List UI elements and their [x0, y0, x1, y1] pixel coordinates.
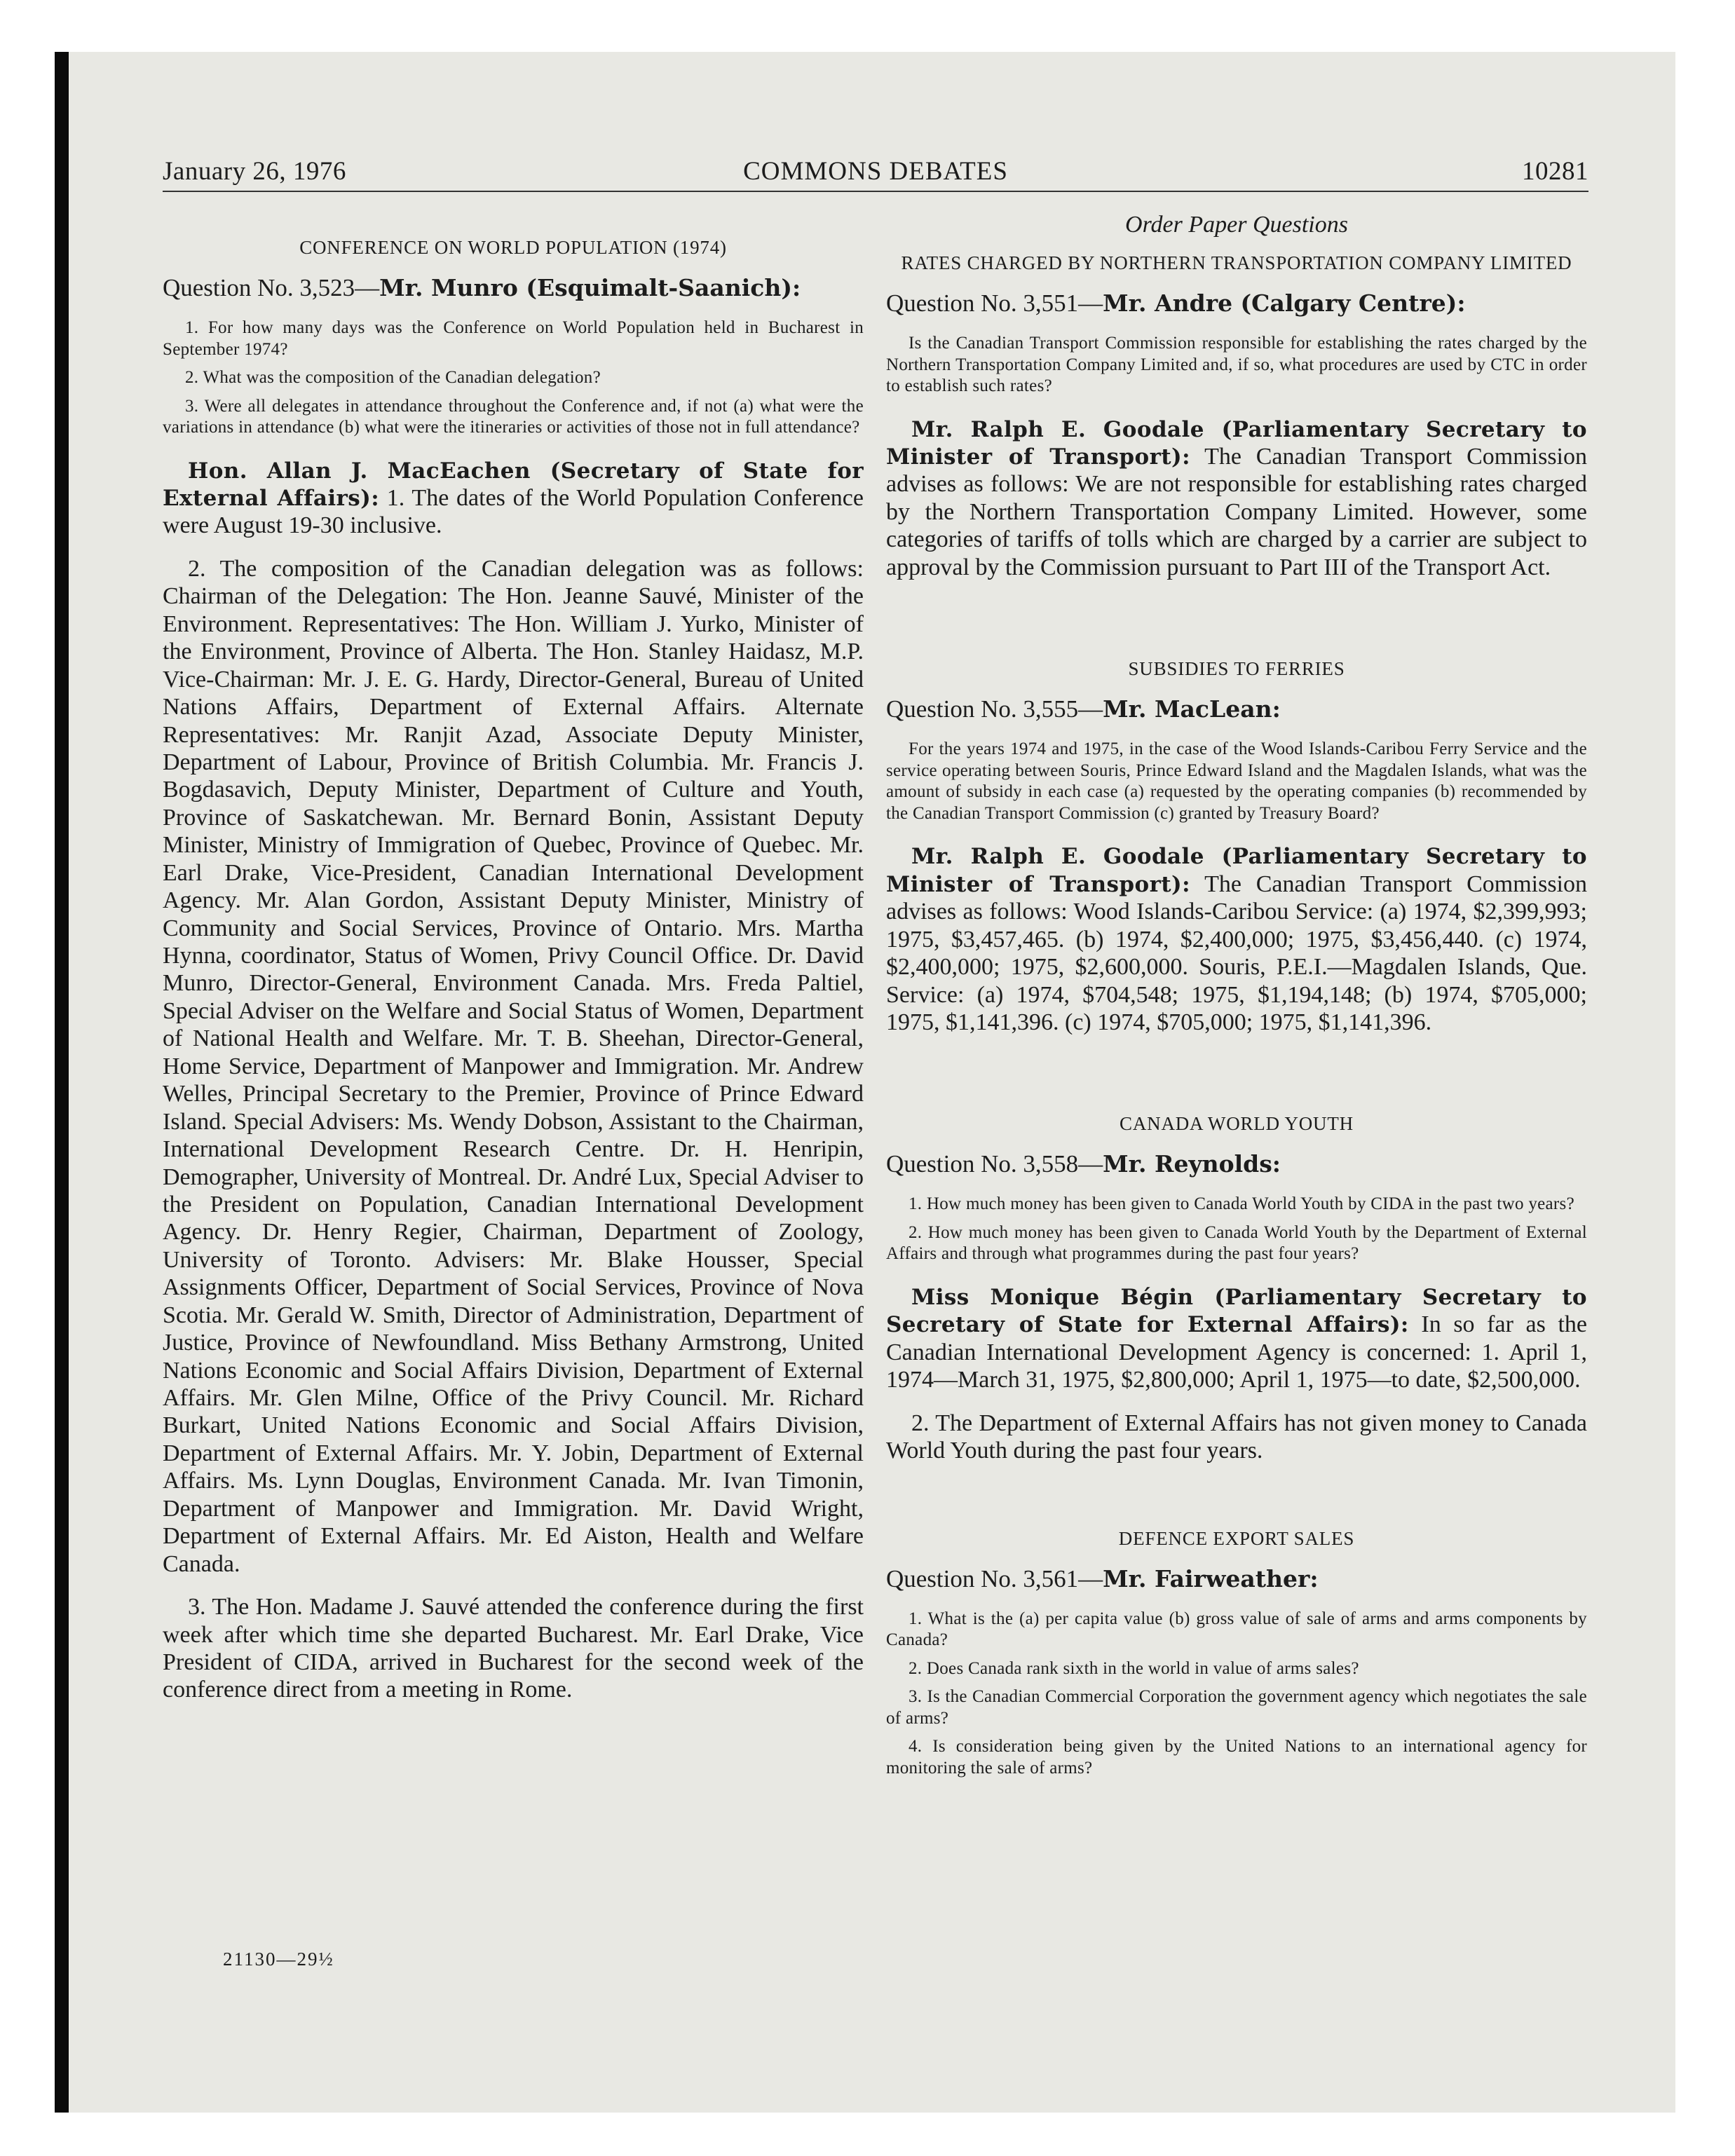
section-heading: CANADA WORLD YOUTH	[1120, 1113, 1354, 1135]
page	[163, 156, 1588, 1778]
answer-speaker: Mr. Ralph E. Goodale (Parliamentary Secretary to Minister of Transport):	[886, 844, 1587, 897]
question-line	[886, 1150, 1587, 1178]
answer-text: The Canadian Transport Commission advises as follows: We are not responsible for establishing rates charged by the Northern Transportation Company Limited. However, some categories of tariffs of tolls which are charged by a carrier are subject to approval by the Commission pursuant to Part III of the Transport Act.	[886, 444, 1587, 580]
question-item: 2. Does Canada rank sixth in the world in value of arms sales?	[909, 1658, 1359, 1678]
questioner: Mr. MacLean:	[1103, 695, 1281, 723]
right-column	[886, 212, 1587, 1786]
question-number: Question No. 3,558—	[886, 1150, 1103, 1178]
answer-paragraph: 2. The Department of External Affairs has not given money to Canada World Youth during the past four years.	[886, 1410, 1587, 1464]
answer-speaker: Miss Monique Bégin (Parliamentary Secretary to Secretary of State for External Affairs):	[886, 1284, 1587, 1338]
binding-edge	[55, 52, 69, 2113]
question-line	[163, 274, 864, 302]
question-line	[886, 1565, 1587, 1593]
header-date: January 26, 1976	[163, 157, 346, 186]
question-item: 1. For how many days was the Conference on World Population held in Bucharest in September 1974?	[163, 318, 864, 359]
running-head	[163, 156, 1588, 192]
question-item: Is the Canadian Transport Commission responsible for establishing the rates charged by the Northern Transportation Company Limited and, if so, what procedures are used by CTC in order to establish such rates?	[886, 334, 1587, 396]
answer-speaker: Mr. Ralph E. Goodale (Parliamentary Secretary to Minister of Transport):	[886, 416, 1587, 470]
questioner: Mr. Reynolds:	[1103, 1150, 1281, 1178]
footer-print-code: 21130—29½	[223, 1949, 334, 1970]
answer-paragraph: 3. The Hon. Madame J. Sauvé attended the conference during the first week after which time she departed Bucharest. Mr. Earl Drake, Vice President of CIDA, arrived in Bucharest for the second week of the conference direct from a meeting in Rome.	[163, 1594, 864, 1703]
question-number: Question No. 3,555—	[886, 695, 1103, 723]
header-title: COMMONS DEBATES	[743, 157, 1008, 186]
section-heading: SUBSIDIES TO FERRIES	[1128, 658, 1345, 680]
question-line	[886, 695, 1587, 723]
answer-paragraph	[163, 457, 864, 540]
section-heading: CONFERENCE ON WORLD POPULATION (1974)	[299, 237, 727, 258]
question-item: For the years 1974 and 1975, in the case of the Wood Islands-Caribou Ferry Service and the service operating between Souris, Prince Edward Island and the Magdalen Islands, what was the amount of subsidy in each case (a) requested by the operating companies (b) recommended by the Canadian Transport Commission (c) granted by Treasury Board?	[886, 739, 1587, 823]
answer-text: In so far as the Canadian International Development Agency is concerned: 1. April 1, 1974—March 31, 1975, $2,800,000; April 1, 1975—to date, $2,500,000.	[886, 1311, 1587, 1393]
answer-paragraph	[886, 416, 1587, 582]
header-page-number: 10281	[1522, 157, 1588, 186]
question-item: 3. Is the Canadian Commercial Corporation the government agency which negotiates the sale of arms?	[886, 1687, 1587, 1728]
question-number: Question No. 3,523—	[163, 274, 380, 302]
answer-paragraph	[886, 842, 1587, 1036]
questioner: Mr. Munro (Esquimalt-Saanich):	[379, 274, 801, 302]
answer-text: The Canadian Transport Commission advises as follows: Wood Islands-Caribou Service: (a) 1974, $2,399,993; 1975, $3,457,465. (b) 1974, $2,400,000; 1975, $3,456,440. (c) 1974, $2,400,000; 1975, $2,600,000. Souris, P.E.I.—Magdalen Islands, Que. Service: (a) 1974, $704,548; 1975, $1,194,148; (b) 1974, $705,000; 1975, $1,141,396. (c) 1974, $705,000; 1975, $1,141,396.	[886, 871, 1587, 1035]
question-item: 1. How much money has been given to Canada World Youth by CIDA in the past two years?	[909, 1194, 1574, 1214]
answer-paragraph: 2. The composition of the Canadian delegation was as follows: Chairman of the Delegation: The Hon. Jeanne Sauvé, Minister of the Environment. Representatives: The Hon. William J. Yurko, Minister of the Environment, Province of Alberta. The Hon. Stanley Haidasz, M.P. Vice-Chairman: Mr. J. E. G. Hardy, Director-General, Bureau of United Nations Affairs, Department of External Affairs. Alternate Representatives: Mr. Ranjit Azad, Associate Deputy Minister, Department of Labour, Province of British Columbia. Mr. Francis J. Bogdasavich, Deputy Minister, Department of Culture and Youth, Province of Saskatchewan. Mr. Bernard Bonin, Assistant Deputy Minister, Ministry of Immigration of Quebec, Province of Quebec. Mr. Earl Drake, Vice-President, Canadian International Development Agency. Mr. Alan Gordon, Assistant Deputy Minister, Ministry of Community and Social Services, Province of Ontario. Mrs. Martha Hynna, coordinator, Status of Women, Privy Council Office. Dr. David Munro, Director-General, Environment Canada. Mrs. Freda Paltiel, Special Adviser on the Welfare and Social Status of Women, Department of National Health and Welfare. Mr. T. B. Sheehan, Director-General, Home Service, Department of Manpower and Immigration. Mr. Andrew Welles, Principal Secretary to the Premier, Province of Prince Edward Island. Special Advisers: Ms. Wendy Dobson, Assistant to the Chairman, International Development Research Centre. Dr. H. Henripin, Demographer, University of Montreal. Dr. André Lux, Special Adviser to the President on Population, Canadian International Development Agency. Dr. Henry Regier, Chairman, Department of Zoology, University of Toronto. Advisers: Mr. Blake Housser, Special Assignments Officer, Department of Social Services, Province of Nova Scotia. Mr. Gerald W. Smith, Director of Administration, Department of Justice, Province of Newfoundland. Miss Bethany Armstrong, United Nations Economic and Social Affairs Division, Department of External Affairs. Mr. Glen Milne, Office of the Privy Council. Mr. Richard Burkart, United Nations Economic and Social Affairs Division, Department of External Affairs. Mr. Y. Jobin, Department of External Affairs. Ms. Lynn Douglas, Environment Canada. Mr. Ivan Timonin, Department of Manpower and Immigration. Mr. David Wright, Department of External Affairs. Mr. Ed Aiston, Health and Welfare Canada.	[163, 555, 864, 1577]
question-item: 4. Is consideration being given by the United Nations to an international agency for monitoring the sale of arms?	[886, 1737, 1587, 1778]
question-number: Question No. 3,551—	[886, 289, 1103, 318]
answer-paragraph	[886, 1283, 1587, 1394]
section-heading: RATES CHARGED BY NORTHERN TRANSPORTATION COMPANY LIMITED	[901, 252, 1572, 273]
rubric: Order Paper Questions	[1125, 212, 1348, 238]
answer-speaker: Hon. Allan J. MacEachen (Secretary of State for External Affairs):	[163, 458, 864, 512]
answer-text: 1. The dates of the World Population Conference were August 19-30 inclusive.	[163, 485, 864, 539]
questioner: Mr. Andre (Calgary Centre):	[1103, 289, 1466, 318]
left-column	[163, 212, 864, 1704]
question-number: Question No. 3,561—	[886, 1564, 1103, 1592]
questioner: Mr. Fairweather:	[1103, 1564, 1319, 1592]
question-item: 3. Were all delegates in attendance throughout the Conference and, if not (a) what were the variations in attendance (b) what were the itineraries or activities of those not in full attendance?	[163, 396, 864, 437]
question-line	[886, 289, 1587, 318]
section-heading: DEFENCE EXPORT SALES	[1118, 1527, 1355, 1549]
question-item: 2. How much money has been given to Canada World Youth by the Department of External Affairs and through what programmes during the past four years?	[886, 1222, 1587, 1264]
question-item: 2. What was the composition of the Canadian delegation?	[185, 368, 601, 388]
question-item: 1. What is the (a) per capita value (b) gross value of sale of arms and arms components by Canada?	[886, 1609, 1587, 1650]
